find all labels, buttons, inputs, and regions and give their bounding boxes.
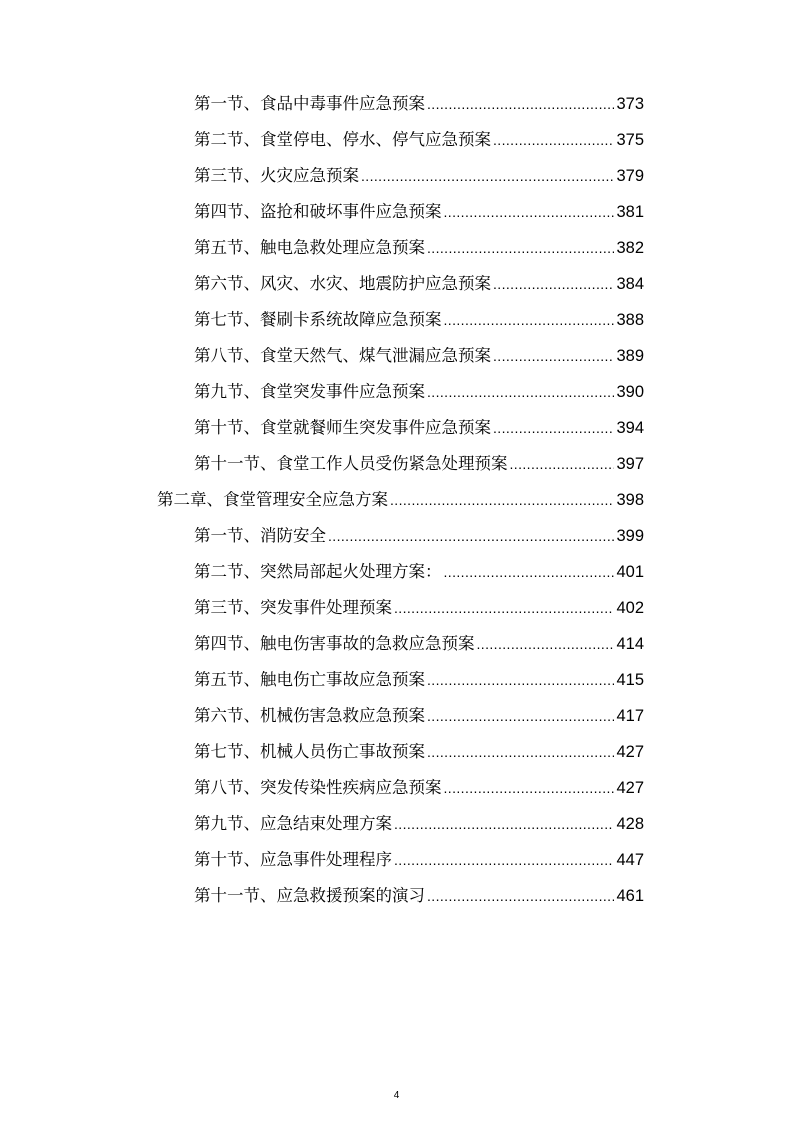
toc-entry-title: 第一节、食品中毒事件应急预案 bbox=[194, 94, 425, 113]
toc-entry[interactable] bbox=[194, 163, 644, 189]
toc-entry[interactable] bbox=[194, 127, 644, 153]
toc-entry-title: 第三节、火灾应急预案 bbox=[194, 166, 359, 185]
toc-dot-leader bbox=[493, 271, 614, 297]
toc-dot-leader bbox=[390, 487, 614, 513]
page-number: 4 bbox=[393, 1090, 400, 1101]
toc-entry-title: 第四节、盗抢和破坏事件应急预案 bbox=[194, 202, 442, 221]
toc-entry[interactable] bbox=[194, 235, 644, 261]
toc-entry-title: 第二节、食堂停电、停水、停气应急预案 bbox=[194, 130, 491, 149]
toc-dot-leader bbox=[394, 595, 614, 621]
toc-entry-page: 427 bbox=[616, 779, 644, 797]
toc-entry[interactable] bbox=[194, 307, 644, 333]
toc-entry-title: 第二节、突然局部起火处理方案： bbox=[194, 562, 442, 581]
toc-entry-title: 第六节、风灾、水灾、地震防护应急预案 bbox=[194, 274, 491, 293]
toc-entry[interactable] bbox=[194, 667, 644, 693]
toc-entry-page: 428 bbox=[616, 815, 644, 833]
toc-dot-leader bbox=[394, 811, 614, 837]
toc-entry-page: 402 bbox=[616, 599, 644, 617]
toc-entry[interactable] bbox=[194, 199, 644, 225]
toc-entry-title: 第十一节、应急救援预案的演习 bbox=[194, 886, 425, 905]
toc-entry-page: 389 bbox=[616, 347, 644, 365]
toc-entry-title: 第一节、消防安全 bbox=[194, 526, 326, 545]
toc-entry-page: 394 bbox=[616, 419, 644, 437]
toc-entry-title: 第二章、食堂管理安全应急方案 bbox=[157, 490, 388, 509]
toc-dot-leader bbox=[427, 883, 614, 909]
toc-entry-page: 447 bbox=[616, 851, 644, 869]
toc-entry-title: 第七节、餐刷卡系统故障应急预案 bbox=[194, 310, 442, 329]
toc-dot-leader bbox=[477, 631, 615, 657]
toc-entry-title: 第四节、触电伤害事故的急救应急预案 bbox=[194, 634, 475, 653]
toc-entry-title: 第七节、机械人员伤亡事故预案 bbox=[194, 742, 425, 761]
toc-entry-page: 401 bbox=[616, 563, 644, 581]
toc-entry-page: 384 bbox=[616, 275, 644, 293]
toc-entry[interactable] bbox=[194, 703, 644, 729]
toc-dot-leader bbox=[493, 343, 614, 369]
toc-entry-page: 379 bbox=[616, 167, 644, 185]
toc-entry-title: 第五节、触电伤亡事故应急预案 bbox=[194, 670, 425, 689]
toc-dot-leader bbox=[427, 235, 614, 261]
toc-entry-page: 382 bbox=[616, 239, 644, 257]
toc-entry-title: 第八节、食堂天然气、煤气泄漏应急预案 bbox=[194, 346, 491, 365]
toc-dot-leader bbox=[427, 91, 614, 117]
toc-entry[interactable] bbox=[194, 739, 644, 765]
toc-dot-leader bbox=[427, 703, 614, 729]
toc-entry[interactable] bbox=[194, 559, 644, 585]
toc-dot-leader bbox=[493, 415, 614, 441]
toc-entry-title: 第十一节、食堂工作人员受伤紧急处理预案 bbox=[194, 454, 508, 473]
toc-entry-title: 第十节、食堂就餐师生突发事件应急预案 bbox=[194, 418, 491, 437]
toc-entry[interactable] bbox=[194, 595, 644, 621]
toc-entry-title: 第九节、食堂突发事件应急预案 bbox=[194, 382, 425, 401]
toc-entry[interactable] bbox=[194, 847, 644, 873]
toc-dot-leader bbox=[394, 847, 614, 873]
toc-entry-title: 第八节、突发传染性疾病应急预案 bbox=[194, 778, 442, 797]
toc-entry[interactable] bbox=[194, 883, 644, 909]
toc-entry[interactable] bbox=[194, 811, 644, 837]
toc-entry-title: 第九节、应急结束处理方案 bbox=[194, 814, 392, 833]
toc-dot-leader bbox=[444, 199, 615, 225]
toc-entry-page: 414 bbox=[616, 635, 644, 653]
toc-entry-title: 第六节、机械伤害急救应急预案 bbox=[194, 706, 425, 725]
toc-entry[interactable] bbox=[194, 775, 644, 801]
toc-dot-leader bbox=[427, 379, 614, 405]
toc-entry[interactable] bbox=[194, 631, 644, 657]
toc-entry[interactable] bbox=[194, 451, 644, 477]
toc-entry-page: 415 bbox=[616, 671, 644, 689]
toc-entry-title: 第三节、突发事件处理预案 bbox=[194, 598, 392, 617]
toc-entry-page: 375 bbox=[616, 131, 644, 149]
toc-entry-page: 427 bbox=[616, 743, 644, 761]
toc-entry[interactable] bbox=[194, 523, 644, 549]
toc-dot-leader bbox=[427, 667, 614, 693]
toc-entry[interactable] bbox=[194, 91, 644, 117]
toc-dot-leader bbox=[444, 775, 615, 801]
toc-entry[interactable] bbox=[194, 379, 644, 405]
toc-entry[interactable] bbox=[194, 343, 644, 369]
toc-dot-leader bbox=[493, 127, 614, 153]
toc-chapter-entry[interactable] bbox=[157, 487, 644, 513]
toc-entry-page: 399 bbox=[616, 527, 644, 545]
toc-entry[interactable] bbox=[194, 415, 644, 441]
toc-entry-page: 461 bbox=[616, 887, 644, 905]
toc-entry-page: 373 bbox=[616, 95, 644, 113]
toc-entry-title: 第五节、触电急救处理应急预案 bbox=[194, 238, 425, 257]
toc-entry-title: 第十节、应急事件处理程序 bbox=[194, 850, 392, 869]
toc-entry-page: 397 bbox=[616, 455, 644, 473]
toc-dot-leader bbox=[444, 559, 615, 585]
toc-entry-page: 388 bbox=[616, 311, 644, 329]
toc-dot-leader bbox=[361, 163, 614, 189]
toc-entry-page: 390 bbox=[616, 383, 644, 401]
toc-entry-page: 398 bbox=[616, 491, 644, 509]
toc-dot-leader bbox=[444, 307, 615, 333]
toc-entry-page: 381 bbox=[616, 203, 644, 221]
toc-dot-leader bbox=[427, 739, 614, 765]
toc-entry[interactable] bbox=[194, 271, 644, 297]
toc-dot-leader bbox=[510, 451, 615, 477]
toc-dot-leader bbox=[328, 523, 614, 549]
toc-entry-page: 417 bbox=[616, 707, 644, 725]
